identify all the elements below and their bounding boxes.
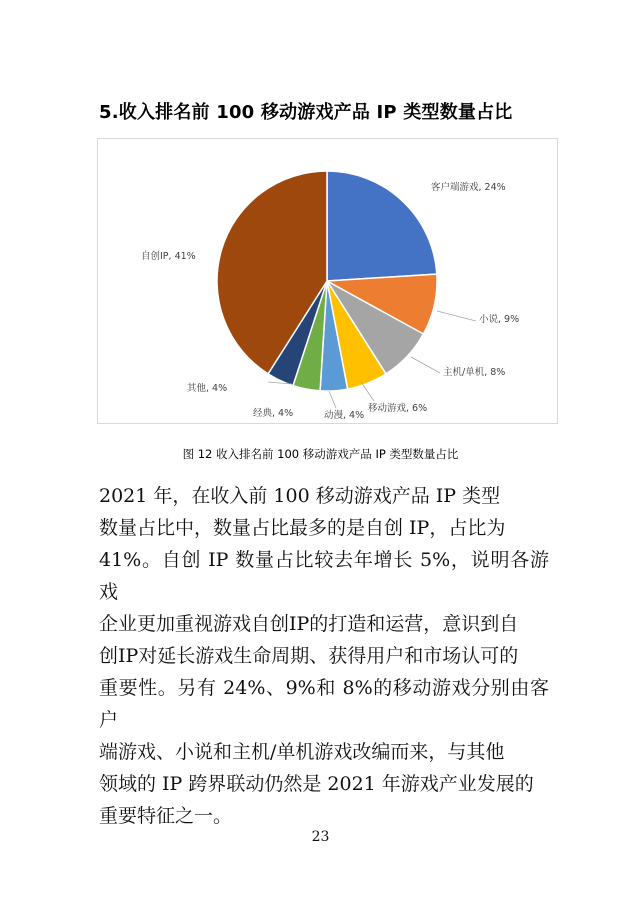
leader-line <box>329 391 336 408</box>
leader-line <box>411 357 440 373</box>
pie-chart <box>98 139 557 423</box>
data-label: 自创IP, 41% <box>141 251 196 262</box>
data-label: 客户端游戏, 24% <box>431 182 506 193</box>
pie-chart-container <box>97 138 558 424</box>
leader-line <box>361 382 374 401</box>
data-label: 动漫, 4% <box>324 410 365 421</box>
page-number: 23 <box>311 829 330 845</box>
leader-line <box>437 311 476 321</box>
pie-slice <box>327 171 437 281</box>
data-label: 移动游戏, 6% <box>368 403 428 414</box>
data-label: 主机/单机, 8% <box>443 367 506 378</box>
data-label: 经典, 4% <box>253 408 294 419</box>
data-label: 其他, 4% <box>187 383 228 394</box>
figure-caption: 图 12 收入排名前 100 移动游戏产品 IP 类型数量占比 <box>182 447 459 461</box>
data-label: 小说, 9% <box>479 314 520 325</box>
section-heading: 5.收入排名前 100 移动游戏产品 IP 类型数量占比 <box>99 102 513 123</box>
body-paragraph: 2021 年，在收入前 100 移动游戏产品 IP 类型 数量占比中，数量占比最多的是自创 IP，占比为 41%。自创 IP 数量占比较去年增长 5%，说明各游戏 企业更加重视游戏自创IP的打造和运营，意识到自 创IP对延长游戏生命周期、获得用户和市场认可的 重要性。另有 24%、9%和 8%的移动游戏分别由客户 端游戏、小说和主机/单机游戏改编而来，与其他 领域的 IP 跨界联动仍然是 2021 年游戏产业发展的 重要特征之一。 <box>99 485 549 827</box>
